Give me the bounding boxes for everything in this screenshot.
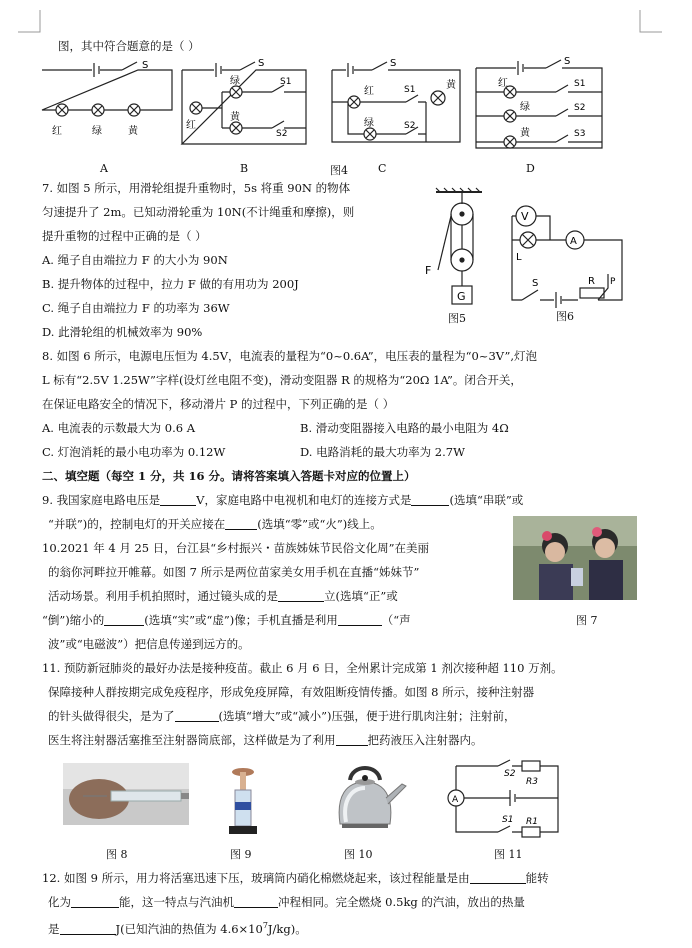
q8-option-c: C. 灯泡消耗的最小电功率为 0.12W <box>42 445 226 459</box>
q7-option-c: C. 绳子自由端拉力 F 的功率为 36W <box>42 301 230 315</box>
q11-text: 的针头做得很尖，是为了 <box>48 709 175 723</box>
switch-label: S <box>142 60 149 71</box>
switch-label: S2 <box>404 121 416 131</box>
voltmeter-label: V <box>521 210 529 223</box>
caption-fig10: 图 10 <box>344 848 373 861</box>
q8-line3: 在保证电路安全的情况下，移动滑片 P 的过程中，下列正确的是（ ） <box>42 397 395 411</box>
fig10-kettle <box>322 756 408 836</box>
lamp-label: 红 <box>364 86 374 97</box>
resistor-label: R1 <box>526 817 538 827</box>
ammeter-label: A <box>570 236 577 247</box>
lamp-label: 绿 <box>92 126 102 137</box>
q11-line3 <box>48 708 516 724</box>
rheostat-label: R <box>588 276 595 287</box>
q9-text: “并联”)的，控制电灯的开关应接在 <box>48 517 226 531</box>
caption-fig5: 图5 <box>448 312 466 325</box>
q10-line3 <box>48 588 398 604</box>
q12-text: 12. 如图 9 所示，用力将活塞迅速下压，玻璃筒内硝化棉燃烧起来，该过程能量是由 <box>42 871 470 885</box>
answer-blank[interactable] <box>71 896 119 908</box>
lamp-label: 黄 <box>446 80 456 91</box>
answer-blank[interactable] <box>60 923 116 935</box>
q7-option-b: B. 提升物体的过程中，拉力 F 做的有用功为 200J <box>42 277 299 291</box>
circuit-a <box>36 58 178 154</box>
switch-label: S1 <box>502 815 514 825</box>
q12-text: J(已知汽油的热值为 4.6×10 <box>115 921 263 936</box>
lamp-label: 黄 <box>128 126 138 137</box>
caption-fig9: 图 9 <box>230 848 252 861</box>
q11-text: 医生将注射器活塞推至注射器筒底部，这样做是为了利用 <box>48 733 336 747</box>
weight-label: G <box>457 290 466 303</box>
q7-line1: 7. 如图 5 所示，用滑轮组提升重物时，5s 将重 90N 的物体 <box>42 181 351 195</box>
q10-line4 <box>42 612 411 628</box>
q10-text: 活动场景。利用手机拍照时，通过镜头成的是 <box>48 589 278 603</box>
q11-text: 把药液压入注射器内。 <box>367 733 483 747</box>
q7-option-d: D. 此滑轮组的机械效率为 90% <box>42 325 203 339</box>
fig11-circuit <box>446 754 576 842</box>
lamp-label: L <box>516 252 522 263</box>
q12-text: 是 <box>48 921 60 936</box>
circuit-d <box>470 52 610 160</box>
q12-line3 <box>48 918 307 937</box>
q9-line2 <box>48 516 382 532</box>
q12-text: 能，这一特点与汽油机 <box>119 895 234 909</box>
answer-blank[interactable] <box>411 494 449 506</box>
q12-line1 <box>42 870 549 886</box>
answer-blank[interactable] <box>225 518 257 530</box>
circuit-b <box>176 52 316 156</box>
exponent: 7 <box>262 921 268 930</box>
caption-c: C <box>378 162 387 175</box>
switch-label: S2 <box>504 769 516 779</box>
switch-label: S2 <box>276 129 288 139</box>
fig9-compression-cylinder <box>222 766 262 838</box>
fig6-circuit <box>500 196 640 316</box>
q9-text: (选填“零”或“火”)线上。 <box>257 517 382 531</box>
caption-fig7: 图 7 <box>576 614 598 627</box>
q9-text: (选填“串联”或 <box>449 493 524 507</box>
lamp-label: 黄 <box>230 112 240 123</box>
switch-label: S1 <box>404 85 416 95</box>
q12-line2 <box>48 894 525 910</box>
q9-line1 <box>42 492 523 508</box>
caption-fig8: 图 8 <box>106 848 128 861</box>
q10-line1: 10.2021 年 4 月 25 日，台江县“乡村振兴・苗族姊妹节民俗文化周”在美丽 <box>42 541 430 555</box>
lamp-label: 红 <box>498 78 508 89</box>
q8-option-d: D. 电路消耗的最大功率为 2.7W <box>300 445 465 459</box>
lamp-label: 绿 <box>230 76 240 87</box>
switch-label: S <box>390 58 397 69</box>
caption-fig4: 图4 <box>330 164 348 177</box>
q11-line4 <box>48 732 483 748</box>
resistor-label: R3 <box>526 777 538 787</box>
slider-label: P <box>610 277 616 287</box>
q12-text: 能转 <box>525 871 549 885</box>
q10-text: (选填“实”或“虚”)像；手机直播是利用 <box>144 613 338 627</box>
caption-b: B <box>240 162 249 175</box>
q9-text: 9. 我国家庭电路电压是 <box>42 493 161 507</box>
q10-line2: 的翁你河畔拉开帷幕。如图 7 所示是两位苗家美女用手机在直播“姊妹节” <box>48 565 420 579</box>
caption-fig11: 图 11 <box>494 848 523 861</box>
q12-text: 化为 <box>48 895 71 909</box>
switch-label: S1 <box>574 79 586 89</box>
lamp-label: 黄 <box>520 128 530 139</box>
caption-fig6: 图6 <box>556 310 574 323</box>
q7-line2: 匀速提升了 2m。已知动滑轮重为 10N(不计绳重和摩擦)，则 <box>42 205 355 219</box>
fig7-photo <box>513 516 637 600</box>
q6-stem-tail: 图，其中符合题意的是（ ） <box>58 39 200 53</box>
lamp-label: 红 <box>52 126 62 137</box>
crop-marks <box>0 0 692 40</box>
answer-blank[interactable] <box>104 614 144 626</box>
answer-blank[interactable] <box>336 734 368 746</box>
q10-text: 立(选填“正”或 <box>324 589 398 603</box>
section-fill-in-title: 二、填空题（每空 1 分，共 16 分。请将答案填入答题卡对应的位置上） <box>42 469 416 483</box>
q11-line1: 11. 预防新冠肺炎的最好办法是接种疫苗。截止 6 月 6 日，全州累计完成第 1 剂次接种超 110 万剂。 <box>42 661 563 675</box>
q10-text: “倒”)缩小的 <box>42 613 105 627</box>
answer-blank[interactable] <box>160 494 196 506</box>
switch-label: S <box>564 56 571 67</box>
switch-label: S2 <box>574 103 586 113</box>
switch-label: S1 <box>280 77 292 87</box>
answer-blank[interactable] <box>278 590 324 602</box>
q8-line1: 8. 如图 6 所示，电源电压恒为 4.5V，电流表的量程为“0~0.6A”，电压表的量程为“0~3V”,灯泡 <box>42 349 538 363</box>
circuit-c <box>326 54 466 154</box>
q7-line3: 提升重物的过程中正确的是（ ） <box>42 229 207 243</box>
lamp-label: 绿 <box>520 102 530 113</box>
switch-label: S <box>532 278 539 289</box>
q11-line2: 保障接种人群按期完成免疫程序，形成免疫屏障，有效阻断疫情传播。如图 8 所示，接种注射器 <box>48 685 535 699</box>
q11-text: (选填“增大”或“减小”)压强，便于进行肌肉注射；注射前， <box>218 709 516 723</box>
force-label: F <box>425 264 432 277</box>
lamp-label: 绿 <box>364 118 374 129</box>
q7-option-a: A. 绳子自由端拉力 F 的大小为 90N <box>42 253 228 267</box>
lamp-label: 红 <box>186 120 196 131</box>
switch-label: S3 <box>574 129 586 139</box>
answer-blank[interactable] <box>234 896 278 908</box>
fig8-syringe-photo <box>63 763 189 825</box>
answer-blank[interactable] <box>175 710 219 722</box>
answer-blank[interactable] <box>470 872 526 884</box>
answer-blank[interactable] <box>338 614 382 626</box>
ammeter-label: A <box>452 795 459 805</box>
fig5-pulley <box>422 186 492 322</box>
q10-text: （“声 <box>381 613 411 627</box>
q8-line2: L 标有“2.5V 1.25W”字样(设灯丝电阻不变)，滑动变阻器 R 的规格为“20Ω 1A”。闭合开关， <box>42 373 522 387</box>
q9-text: V，家庭电路中电视机和电灯的连接方式是 <box>196 493 412 507</box>
switch-label: S <box>258 58 265 69</box>
q10-line5: 波”或“电磁波”）把信息传递到远方的。 <box>48 637 250 651</box>
q8-option-b: B. 滑动变阻器接入电路的最小电阻为 4Ω <box>300 421 509 435</box>
q8-option-a: A. 电流表的示数最大为 0.6 A <box>42 421 196 435</box>
caption-a: A <box>100 162 108 175</box>
q12-text: J/kg)。 <box>267 921 307 936</box>
q12-text: 冲程相同。完全燃烧 0.5kg 的汽油，放出的热量 <box>278 895 525 909</box>
caption-d: D <box>526 162 535 175</box>
